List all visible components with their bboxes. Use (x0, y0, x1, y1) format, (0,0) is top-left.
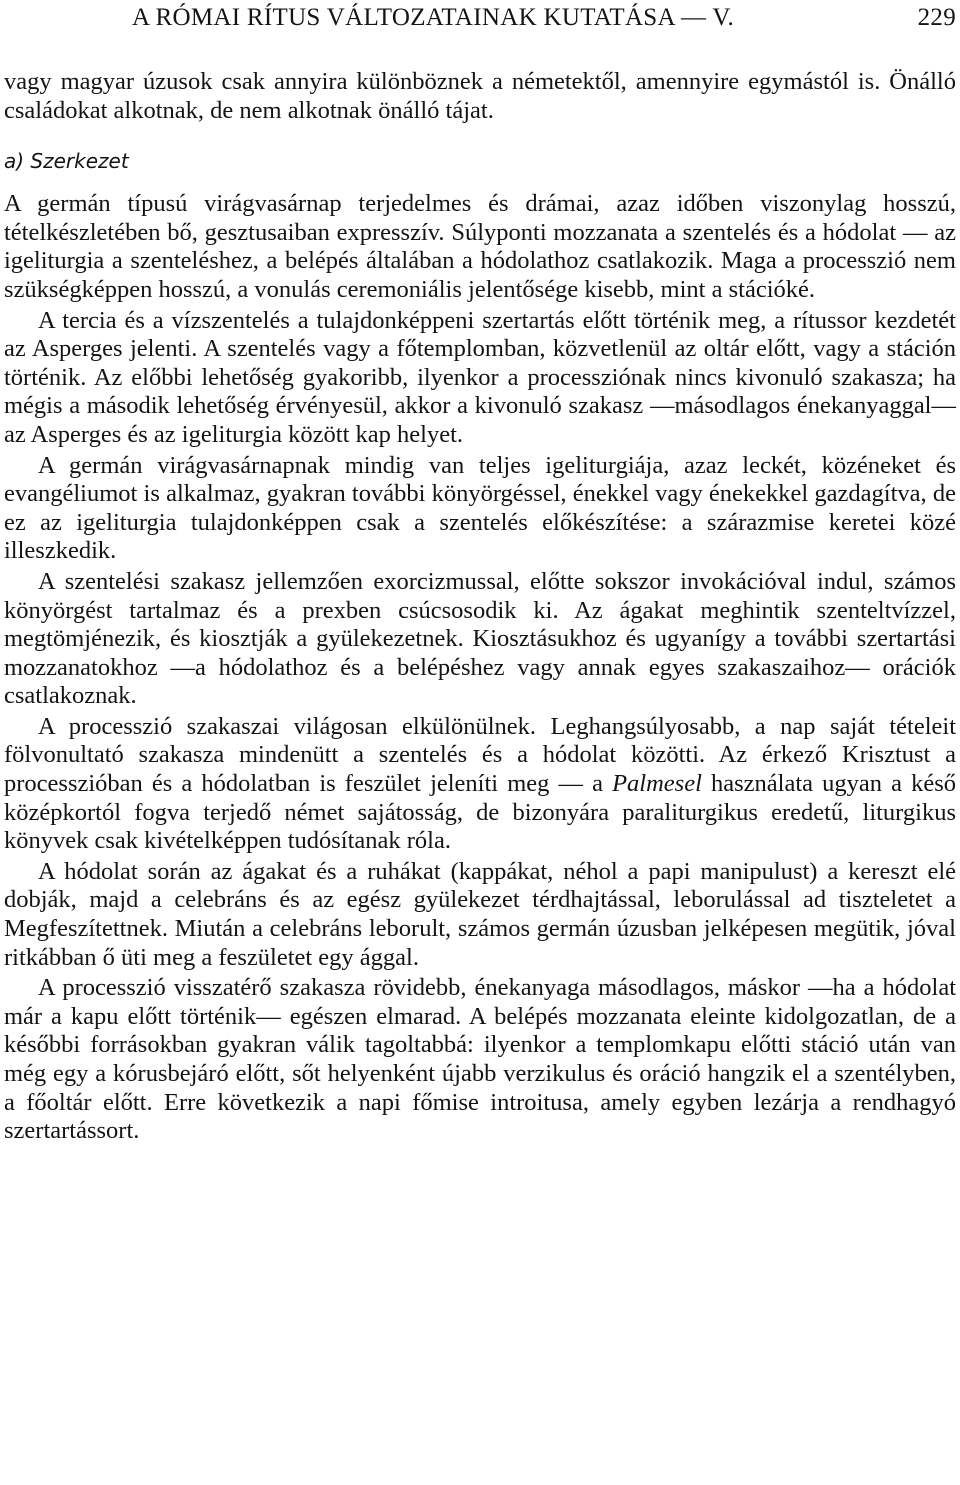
paragraph-2: A tercia és a vízszentelés a tulajdonképpeni szertartás előtt történik meg, a rítussor kezdetét az Asperges jelenti. A szentelés vagy a főtemplomban, közvetlenül az oltár előtt, vagy a stáción történik. Az előbbi lehetőség gyakoribb, ilyenkor a processziónak nincs kivonuló szakasza; ha mégis a második lehetőség érvényesül, akkor a kivonuló szakasz —másodlagos énekanyaggal— az Asperges és az igeliturgia között kap helyet. (4, 306, 956, 448)
section-heading: a) Szerkezet (4, 149, 129, 174)
paragraph-4: A szentelési szakasz jellemzően exorcizmussal, előtte sokszor invokációval indul, számos könyörgést tartalmaz és a prexben csúcsosodik ki. Az ágakat meghintik szenteltvízzel, megtömjénezik, és kiosztják a gyülekezetnek. Kiosztásukhoz és ugyanígy a további szertartási mozzanatokhoz —a hódolathoz és a belépéshez vagy annak egyes szakaszaihoz— orációk csatlakoznak. (4, 567, 956, 710)
paragraph-5 (4, 713, 956, 856)
paragraph-6: A hódolat során az ágakat és a ruhákat (kappákat, néhol a papi manipulust) a kereszt elé dobják, majd a celebráns és az egész gyülekezet térdhajtással, leborulással ad tiszteletet a Megfeszítettnek. Miután a celebráns leborult, számos germán úzusban jelképesen megütik, jóval ritkábban ő üti meg a feszületet egy ággal. (4, 857, 956, 971)
paragraph-5-text-b: használata ugyan a késő középkortól fogva terjedő német sajátosság, de bizonyára paraliturgikus eredetű, liturgikus könyvek csak kivételképpen tudósítanak róla. (4, 770, 956, 855)
palmesel-term: Palmesel (612, 770, 702, 798)
paragraph-7: A processzió visszatérő szakasza rövidebb, énekanyaga másodlagos, máskor —ha a hódolat már a kapu előtt történik— egészen elmarad. A belépés mozzanata eleinte kidolgozatlan, de a későbbi forrásokban gyakran válik tagoltabbá: ilyenkor a templomkapu előtti stáció után van még egy a kórusbejáró előtt, sőt helyenként újabb verzikulus és oráció hangzik el a szentélyben, a főoltár előtt. Erre következik a napi főmise introitusa, amely egyben lezárja a rendhagyó szertartássort. (4, 974, 956, 1145)
paragraph-5-text-a: A processzió szakaszai világosan elkülönülnek. Leghangsúlyosabb, a nap saját tételeit fölvonultató szakasza mindenütt a szentelés és a hódolat közötti. Az érkező Krisztust a processzióban és a hódolatban is feszület jeleníti meg — a (4, 712, 956, 798)
page-number: 229 (917, 4, 956, 31)
running-header (0, 4, 960, 40)
running-title: A RÓMAI RÍTUS VÁLTOZATAINAK KUTATÁSA — V. (132, 4, 735, 31)
intro-paragraph: vagy magyar úzusok csak annyira különböznek a németektől, amennyire egymástól is. Önálló családokat alkotnak, de nem alkotnak önálló tájat. (4, 68, 956, 124)
body-text (4, 68, 956, 1146)
paragraph-3: A germán virágvasárnapnak mindig van teljes igeliturgiája, azaz leckét, közéneket és evangéliumot is alkalmaz, gyakran további könyörgéssel, énekkel vagy énekekkel gazdagítva, de ez az igeliturgia tulajdonképpen csak a szentelés előkészítése: a szárazmise keretei közé illeszkedik. (4, 451, 956, 565)
paragraph-1: A germán típusú virágvasárnap terjedelmes és drámai, azaz időben viszonylag hosszú, tételkészletében bő, gesztusaiban expresszív. Súlyponti mozzanata a szentelés és a hódolat — az igeliturgia a szenteléshez, a belépés általában a hódolathoz csatlakozik. Maga a processzió nem szükségképpen hosszú, a vonulás ceremoniális jelentősége kisebb, mint a stációké. (4, 190, 956, 303)
